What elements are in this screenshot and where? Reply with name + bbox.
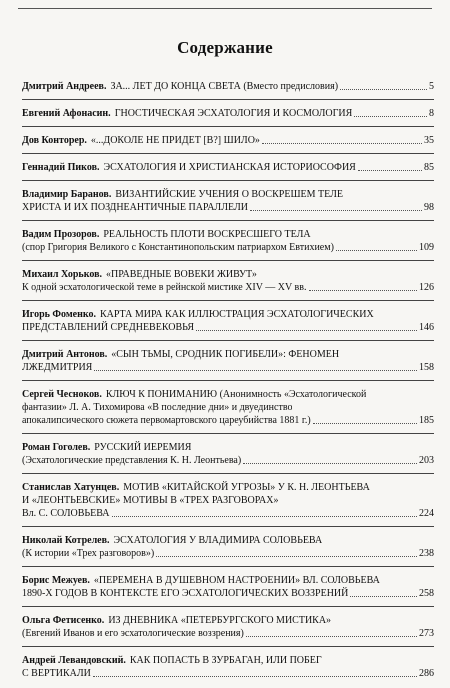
toc-author: Евгений Афонасин. (22, 108, 111, 119)
toc-line (22, 587, 434, 600)
toc-page-number: 224 (419, 508, 434, 519)
toc-line (22, 241, 434, 254)
toc-entry (22, 188, 434, 221)
toc-author: Дов Конторер. (22, 135, 87, 146)
page-title: Содержание (177, 38, 273, 57)
toc-entry (22, 614, 434, 647)
dot-leader (336, 249, 417, 251)
toc-heading-continued: С ВЕРТИКАЛИ (22, 668, 91, 679)
toc-author: Роман Гоголев. (22, 442, 91, 453)
toc-heading-continued: (Евгений Иванов и его эсхатологические воззрения) (22, 628, 244, 639)
toc-heading: «ПЕРЕМЕНА В ДУШЕВНОМ НАСТРОЕНИИ» ВЛ. СОЛОВЬЕВА (93, 575, 380, 586)
toc-heading-continued: ПРЕДСТАВЛЕНИЙ СРЕДНЕВЕКОВЬЯ (22, 322, 195, 333)
toc-heading-continued: К одной эсхатологической теме в рейнской мистике XIV — XV вв. (22, 282, 307, 293)
dot-leader (358, 169, 422, 171)
toc-author: Владимир Баранов. (22, 189, 112, 200)
dot-leader (112, 515, 417, 517)
toc-author: Дмитрий Антонов. (22, 349, 108, 360)
toc-heading: ВИЗАНТИЙСКИЕ УЧЕНИЯ О ВОСКРЕШЕМ ТЕЛЕ (115, 189, 344, 200)
toc-line (22, 348, 434, 361)
dot-leader (262, 142, 422, 144)
dot-leader (340, 88, 427, 90)
dot-leader (246, 635, 417, 637)
dot-leader (93, 675, 417, 677)
toc-author: Станислав Хатунцев. (22, 482, 120, 493)
toc-entry (22, 348, 434, 381)
toc-heading: «...ДОКОЛЕ НЕ ПРИДЕТ [В?] ШИЛО» (90, 135, 260, 146)
dot-leader (243, 462, 417, 464)
toc-heading-continued: ХРИСТА И ИХ ПОЗДНЕАНТИЧНЫЕ ПАРАЛЛЕЛИ (22, 202, 248, 213)
toc-author: Вадим Прозоров. (22, 229, 100, 240)
toc-line (22, 281, 434, 294)
dot-leader (196, 329, 417, 331)
toc-entry (22, 161, 434, 181)
toc-line (22, 401, 434, 414)
toc-line (22, 481, 434, 494)
toc-line (22, 654, 434, 667)
toc-page-number: 258 (419, 588, 434, 599)
toc-page-number: 185 (419, 415, 434, 426)
toc-entry (22, 574, 434, 607)
toc-heading: РЕАЛЬНОСТЬ ПЛОТИ ВОСКРЕСШЕГО ТЕЛА (103, 229, 311, 240)
toc-line (22, 454, 434, 467)
toc-author: Игорь Фоменко. (22, 309, 96, 320)
dot-leader (156, 555, 417, 557)
toc-page-number: 203 (419, 455, 434, 466)
toc-entry (22, 134, 434, 154)
toc-author: Сергей Чесноков. (22, 389, 102, 400)
toc-line (22, 161, 434, 174)
toc-heading-continued: апокалипсического сюжета первомартовского цареубийства 1881 г.) (22, 415, 311, 426)
toc-entry (22, 481, 434, 527)
toc-page-number: 158 (419, 362, 434, 373)
toc-author: Борис Межуев. (22, 575, 90, 586)
toc-heading-continued: 1890-Х ГОДОВ В КОНТЕКСТЕ ЕГО ЭСХАТОЛОГИЧЕСКИХ ВОЗЗРЕНИЙ (22, 588, 349, 599)
toc-heading: КАК ПОПАСТЬ В ЗУРБАГАН, ИЛИ ПОБЕГ (129, 655, 322, 666)
dot-leader (350, 595, 417, 597)
toc-line (22, 414, 434, 427)
toc-page-number: 238 (419, 548, 434, 559)
toc-page-number: 126 (419, 282, 434, 293)
toc-line (22, 441, 434, 454)
toc-page-number: 8 (429, 108, 434, 119)
toc-heading-continued: (К истории «Трех разговоров») (22, 548, 155, 559)
toc-line (22, 574, 434, 587)
toc-heading: ЗА... ЛЕТ ДО КОНЦА СВЕТА (Вместо предисловия) (110, 81, 339, 92)
toc-entry (22, 534, 434, 567)
toc-line (22, 107, 434, 120)
toc-line (22, 494, 434, 507)
toc-author: Михаил Хорьков. (22, 269, 102, 280)
toc-heading: «СЫН ТЬМЫ, СРОДНИК ПОГИБЕЛИ»: ФЕНОМЕН (111, 349, 340, 360)
toc-entry (22, 308, 434, 341)
toc-entry (22, 441, 434, 474)
toc-heading-continued: Вл. С. СОЛОВЬЕВА (22, 508, 110, 519)
toc-author: Николай Котрелев. (22, 535, 110, 546)
toc-author: Андрей Левандовский. (22, 655, 126, 666)
toc-line (22, 361, 434, 374)
toc-entry (22, 80, 434, 100)
toc-line (22, 201, 434, 214)
dot-leader (313, 422, 417, 424)
toc-heading-continued: ЛЖЕДМИТРИЯ (22, 362, 93, 373)
toc-heading: ГНОСТИЧЕСКАЯ ЭСХАТОЛОГИЯ И КОСМОЛОГИЯ (114, 108, 353, 119)
toc-line (22, 627, 434, 640)
toc-heading: ЭСХАТОЛОГИЯ И ХРИСТИАНСКАЯ ИСТОРИОСОФИЯ (103, 162, 356, 173)
toc-line (22, 188, 434, 201)
dot-leader (354, 115, 427, 117)
dot-leader (94, 369, 417, 371)
toc-heading-continued: фантазии» Л. А. Тихомирова «В последние дни» и двуединство (22, 402, 293, 413)
top-rule (18, 8, 432, 9)
toc-entry (22, 654, 434, 680)
toc-line (22, 667, 434, 680)
toc-page-number: 85 (424, 162, 434, 173)
toc-page-number: 35 (424, 135, 434, 146)
toc-line (22, 321, 434, 334)
toc-list (22, 80, 434, 688)
dot-leader (250, 209, 422, 211)
toc-author: Геннадий Пиков. (22, 162, 100, 173)
toc-line (22, 80, 434, 93)
toc-entry (22, 268, 434, 301)
toc-line (22, 388, 434, 401)
toc-line (22, 268, 434, 281)
toc-heading: КАРТА МИРА КАК ИЛЛЮСТРАЦИЯ ЭСХАТОЛОГИЧЕСКИХ (99, 309, 374, 320)
toc-heading: КЛЮЧ К ПОНИМАНИЮ (Анонимность «Эсхатологической (105, 389, 367, 400)
toc-heading-continued: И «ЛЕОНТЬЕВСКИЕ» МОТИВЫ В «ТРЕХ РАЗГОВОРАХ» (22, 495, 279, 506)
toc-entry (22, 107, 434, 127)
toc-heading: ИЗ ДНЕВНИКА «ПЕТЕРБУРГСКОГО МИСТИКА» (108, 615, 332, 626)
toc-heading: МОТИВ «КИТАЙСКОЙ УГРОЗЫ» У К. Н. ЛЕОНТЬЕВА (123, 482, 370, 493)
toc-line (22, 614, 434, 627)
toc-page-number: 286 (419, 668, 434, 679)
toc-heading: «ПРАВЕДНЫЕ ВОВЕКИ ЖИВУТ» (106, 269, 257, 280)
toc-heading: РУССКИЙ ИЕРЕМИЯ (94, 442, 192, 453)
toc-heading-continued: (спор Григория Великого с Константинопольским патриархом Евтихием) (22, 242, 334, 253)
toc-page-number: 146 (419, 322, 434, 333)
toc-line (22, 308, 434, 321)
dot-leader (309, 289, 418, 291)
toc-author: Дмитрий Андреев. (22, 81, 107, 92)
toc-entry (22, 228, 434, 261)
toc-page-number: 98 (424, 202, 434, 213)
toc-line (22, 228, 434, 241)
toc-heading: ЭСХАТОЛОГИЯ У ВЛАДИМИРА СОЛОВЬЕВА (113, 535, 323, 546)
toc-page-number: 109 (419, 242, 434, 253)
toc-line (22, 134, 434, 147)
toc-author: Ольга Фетисенко. (22, 615, 105, 626)
toc-page-number: 5 (429, 81, 434, 92)
toc-entry (22, 388, 434, 434)
toc-heading-continued: (Эсхатологические представления К. Н. Леонтьева) (22, 455, 242, 466)
toc-line (22, 507, 434, 520)
toc-line (22, 534, 434, 547)
toc-page-number: 273 (419, 628, 434, 639)
toc-line (22, 547, 434, 560)
